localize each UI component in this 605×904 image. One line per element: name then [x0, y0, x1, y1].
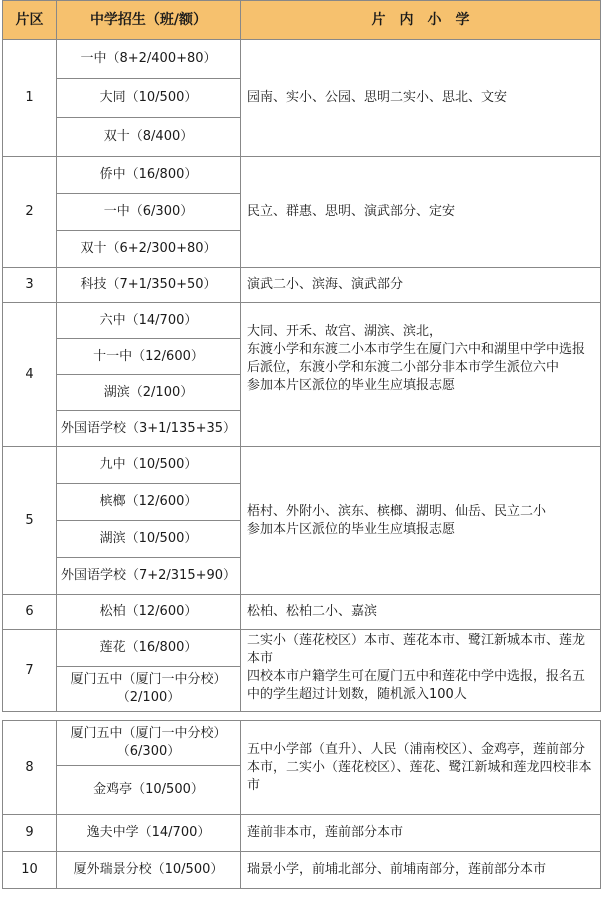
table-row: [3, 40, 601, 79]
zone-cell: 2: [3, 157, 57, 268]
table-row: [3, 630, 601, 667]
middle-school-cell: 厦门五中（厦门一中分校）（6/300）: [57, 721, 241, 766]
primary-schools-cell: 演武二小、滨海、演武部分: [241, 268, 601, 303]
primary-schools-note: 参加本片区派位的毕业生应填报志愿: [247, 378, 456, 393]
middle-school-cell: 十一中（12/600）: [57, 339, 241, 375]
zone-cell: 7: [3, 630, 57, 712]
primary-schools-cell: 民立、群惠、思明、演武部分、定安: [241, 157, 601, 268]
middle-school-cell: 外国语学校（7+2/315+90）: [57, 558, 241, 595]
table-row: [3, 595, 601, 630]
zone-cell: 4: [3, 303, 57, 447]
middle-school-cell: 厦门五中（厦门一中分校）（2/100）: [57, 667, 241, 712]
primary-schools-cell: [241, 447, 601, 595]
table-row: [3, 852, 601, 889]
primary-schools-cell: 莲前非本市，莲前部分本市: [241, 815, 601, 852]
primary-schools-note: 东渡小学和东渡二小本市学生在厦门六中和湖里中学中选报后派位，东渡小学和东渡二小部分非本市学生派位六中: [247, 342, 586, 375]
middle-school-cell: 莲花（16/800）: [57, 630, 241, 667]
middle-school-cell: 双十（8/400）: [57, 118, 241, 157]
header-zone: 片区: [3, 1, 57, 40]
primary-schools-cell: [241, 303, 601, 447]
middle-school-cell: 湖滨（2/100）: [57, 375, 241, 411]
enrollment-table-part-2: [2, 720, 601, 889]
primary-schools-cell: 园南、实小、公园、思明二实小、思北、文安: [241, 40, 601, 157]
primary-schools-line: 二实小（莲花校区）本市、莲花本市、鹭江新城本市、莲龙本市: [247, 633, 586, 666]
zone-cell: 3: [3, 268, 57, 303]
header-row: [3, 1, 601, 40]
header-primary-schools: 片 内 小 学: [241, 1, 601, 40]
middle-school-cell: 湖滨（10/500）: [57, 521, 241, 558]
zone-cell: 6: [3, 595, 57, 630]
primary-schools-cell: 五中小学部（直升）、人民（浦南校区）、金鸡亭，莲前部分本市，二实小（莲花校区）、莲花、鹭江新城和莲龙四校非本市: [241, 721, 601, 815]
middle-school-cell: 一中（8+2/400+80）: [57, 40, 241, 79]
header-middle-school: 中学招生（班/额）: [57, 1, 241, 40]
middle-school-cell: 六中（14/700）: [57, 303, 241, 339]
zone-cell: 8: [3, 721, 57, 815]
primary-schools-cell: 瑞景小学，前埔北部分、前埔南部分，莲前部分本市: [241, 852, 601, 889]
table-row: [3, 447, 601, 484]
primary-schools-cell: [241, 630, 601, 712]
primary-schools-note: 四校本市户籍学生可在厦门五中和莲花中学中选报，报名五中的学生超过计划数，随机派入100人: [247, 669, 586, 702]
middle-school-cell: 一中（6/300）: [57, 194, 241, 231]
middle-school-cell: 双十（6+2/300+80）: [57, 231, 241, 268]
primary-schools-line: 梧村、外附小、滨东、槟榔、湖明、仙岳、民立二小: [247, 503, 547, 519]
middle-school-cell: 松柏（12/600）: [57, 595, 241, 630]
middle-school-cell: 科技（7+1/350+50）: [57, 268, 241, 303]
primary-schools-cell: 松柏、松柏二小、嘉滨: [241, 595, 601, 630]
primary-schools-note: 参加本片区派位的毕业生应填报志愿: [247, 521, 456, 537]
enrollment-table-part-1: [2, 0, 601, 712]
zone-cell: 10: [3, 852, 57, 889]
zone-cell: 5: [3, 447, 57, 595]
table-row: [3, 157, 601, 194]
middle-school-cell: 外国语学校（3+1/135+35）: [57, 411, 241, 447]
middle-school-cell: 九中（10/500）: [57, 447, 241, 484]
middle-school-cell: 侨中（16/800）: [57, 157, 241, 194]
zone-cell: 1: [3, 40, 57, 157]
middle-school-cell: 金鸡亭（10/500）: [57, 766, 241, 815]
table-row: [3, 721, 601, 766]
table-row: [3, 815, 601, 852]
table-row: [3, 303, 601, 339]
zone-cell: 9: [3, 815, 57, 852]
middle-school-cell: 厦外瑞景分校（10/500）: [57, 852, 241, 889]
table-row: [3, 268, 601, 303]
middle-school-cell: 槟榔（12/600）: [57, 484, 241, 521]
middle-school-cell: 逸夫中学（14/700）: [57, 815, 241, 852]
primary-schools-line: 大同、开禾、故宫、湖滨、滨北，: [247, 324, 443, 339]
middle-school-cell: 大同（10/500）: [57, 79, 241, 118]
